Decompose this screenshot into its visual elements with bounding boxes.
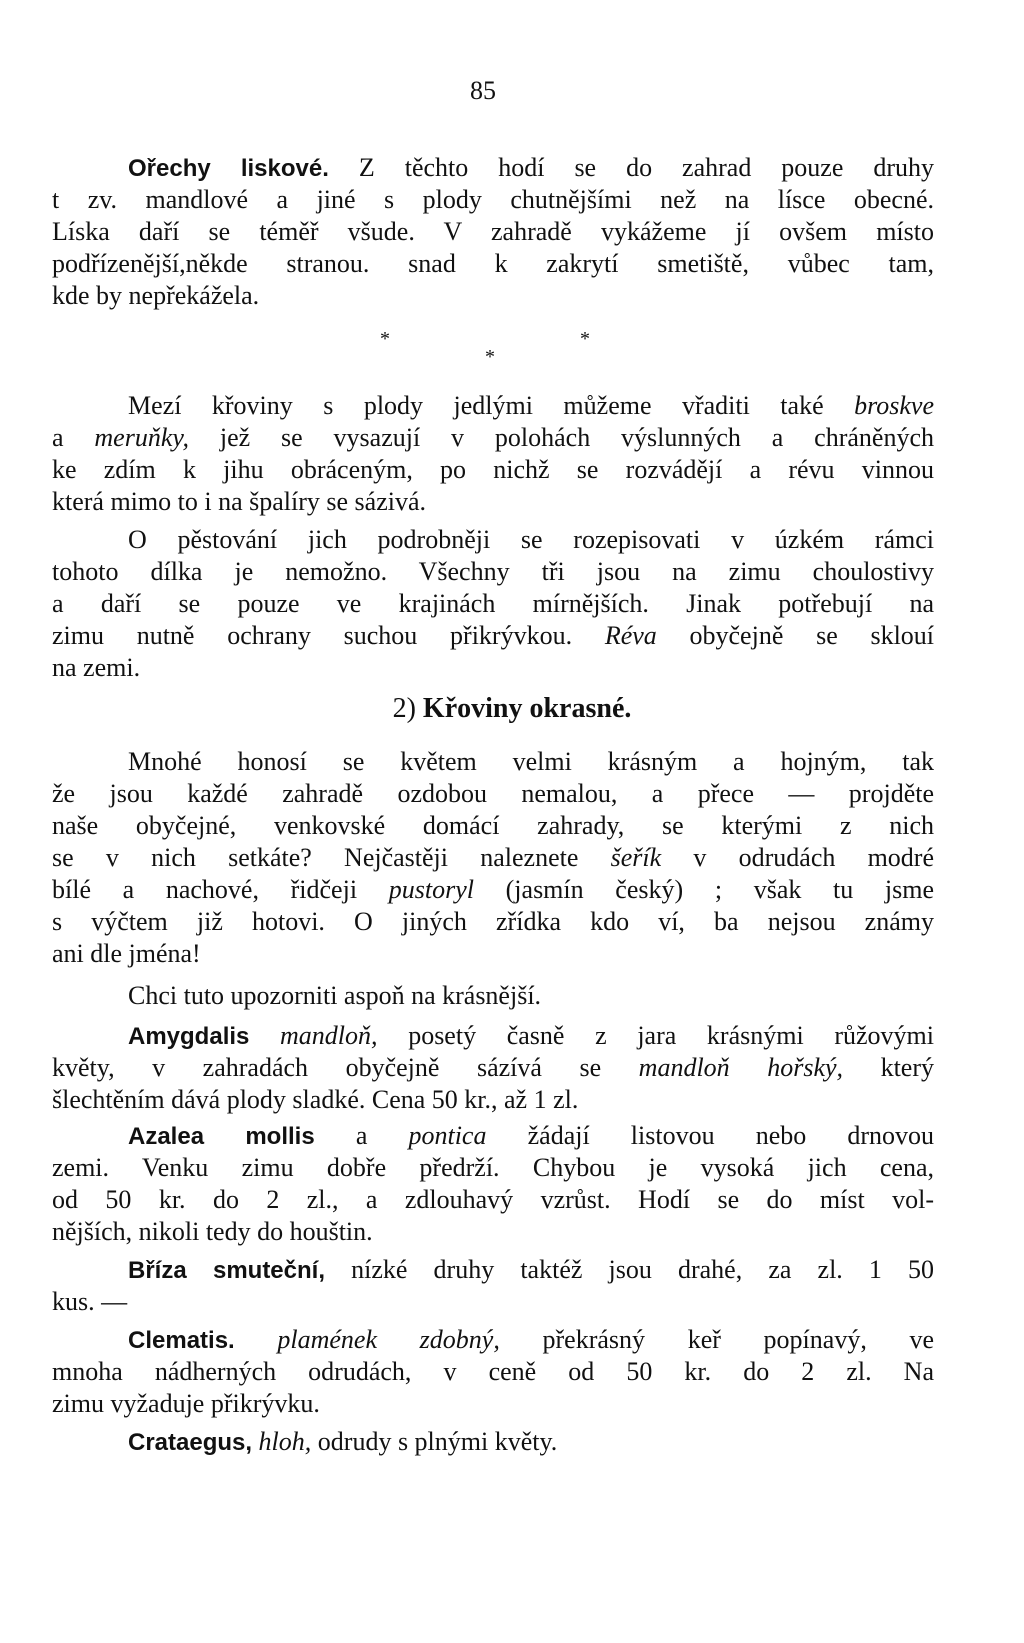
term-orechy: Ořechy liskové. <box>128 155 329 182</box>
text-line: Mezí křoviny s plody jedlými můžeme vřaditi také broskve <box>128 391 935 420</box>
text-line: která mimo to i na špalíry se sázivá. <box>52 487 427 516</box>
text-line: bílé a nachové, řidčeji pustoryl (jasmín český) ; však tu jsme <box>52 875 935 904</box>
text-line: podřízenější,někde stranou. snad k zakrytí smetiště, vůbec tam, <box>52 249 934 278</box>
section-heading: 2) Křoviny okrasné. <box>392 693 632 724</box>
text-line: mnoha nádherných odrudách, v ceně od 50 kr. do 2 zl. Na <box>52 1357 934 1386</box>
text-line: se v nich setkáte? Nejčastěji naleznete šeřík v odrudách modré <box>52 843 935 872</box>
text-line: s výčtem již hotovi. O jiných zřídka kdo ví, ba nejsou známy <box>52 907 934 936</box>
text-line: zimu nutně ochrany suchou přikrývkou. Réva obyčejně se sklouí <box>52 621 935 650</box>
entry-amygdalis: Amygdalis mandloň, posetý časně z jara krásnými růžovými <box>128 1021 934 1050</box>
text-line: O pěstování jich podrobněji se rozepisovati v úzkém rámci <box>128 525 934 554</box>
text-line: že jsou každé zahradě ozdobou nemalou, a přece — projděte <box>52 779 934 808</box>
entry-briza: Bříza smuteční, nízké druhy taktéž jsou drahé, za zl. 1 50 <box>128 1255 935 1284</box>
entry-crataegus: Crataegus, hloh, odrudy s plnými květy. <box>128 1427 558 1456</box>
text-line: t zv. mandlové a jiné s plody chutnějšími než na lísce obecné. <box>52 185 934 214</box>
asterisk: * <box>485 346 495 368</box>
text-line: a daří se pouze ve krajinách mírnějších. Jinak potřebují na <box>52 589 934 618</box>
text-line: Mnohé honosí se květem velmi krásným a hojným, tak <box>128 747 934 776</box>
text-line: tohoto dílka je nemožno. Všechny tři jsou na zimu choulostivy <box>52 557 934 586</box>
asterisk: * <box>580 328 590 350</box>
entry-azalea: Azalea mollis a pontica žádají listovou nebo drnovou <box>128 1121 935 1150</box>
text-line: a meruňky, jež se vysazují v polohách výslunných a chráněných <box>52 423 935 452</box>
text-line: naše obyčejné, venkovské domácí zahrady, se kterými z nich <box>52 811 934 840</box>
text-line: Líska daří se téměř všude. V zahradě vykážeme jí ovšem místo <box>52 217 934 246</box>
asterisk: * <box>380 328 390 350</box>
text-line: Chci tuto upozorniti aspoň na krásnější. <box>128 981 542 1010</box>
text-line: zemi. Venku zimu dobře předrží. Chybou je vysoká jich cena, <box>52 1153 934 1182</box>
text-line: zimu vyžaduje přikrývku. <box>52 1389 320 1418</box>
text-line: kde by nepřekážela. <box>52 281 260 310</box>
text-line: Ořechy liskové. Z těchto hodí se do zahrad pouze druhy <box>128 153 935 182</box>
text-line: ani dle jména! <box>52 939 201 968</box>
page-number: 85 <box>470 76 496 105</box>
entry-clematis: Clematis. plamének zdobný, překrásný keř popínavý, ve <box>128 1325 935 1354</box>
text-line: šlechtěním dává plody sladké. Cena 50 kr., až 1 zl. <box>52 1085 579 1114</box>
asterism-separator <box>0 328 1024 368</box>
text-line: nějších, nikoli tedy do houštin. <box>52 1217 373 1246</box>
text-line: květy, v zahradách obyčejně sázívá se mandloň hořský, který <box>52 1053 934 1082</box>
text-line: kus. — <box>52 1287 128 1316</box>
text-line: na zemi. <box>52 653 141 682</box>
text-line: od 50 kr. do 2 zl., a zdlouhavý vzrůst. Hodí se do míst vol- <box>52 1185 934 1214</box>
text-line: ke zdím k jihu obráceným, po nichž se rozvádějí a révu vinnou <box>52 455 934 484</box>
